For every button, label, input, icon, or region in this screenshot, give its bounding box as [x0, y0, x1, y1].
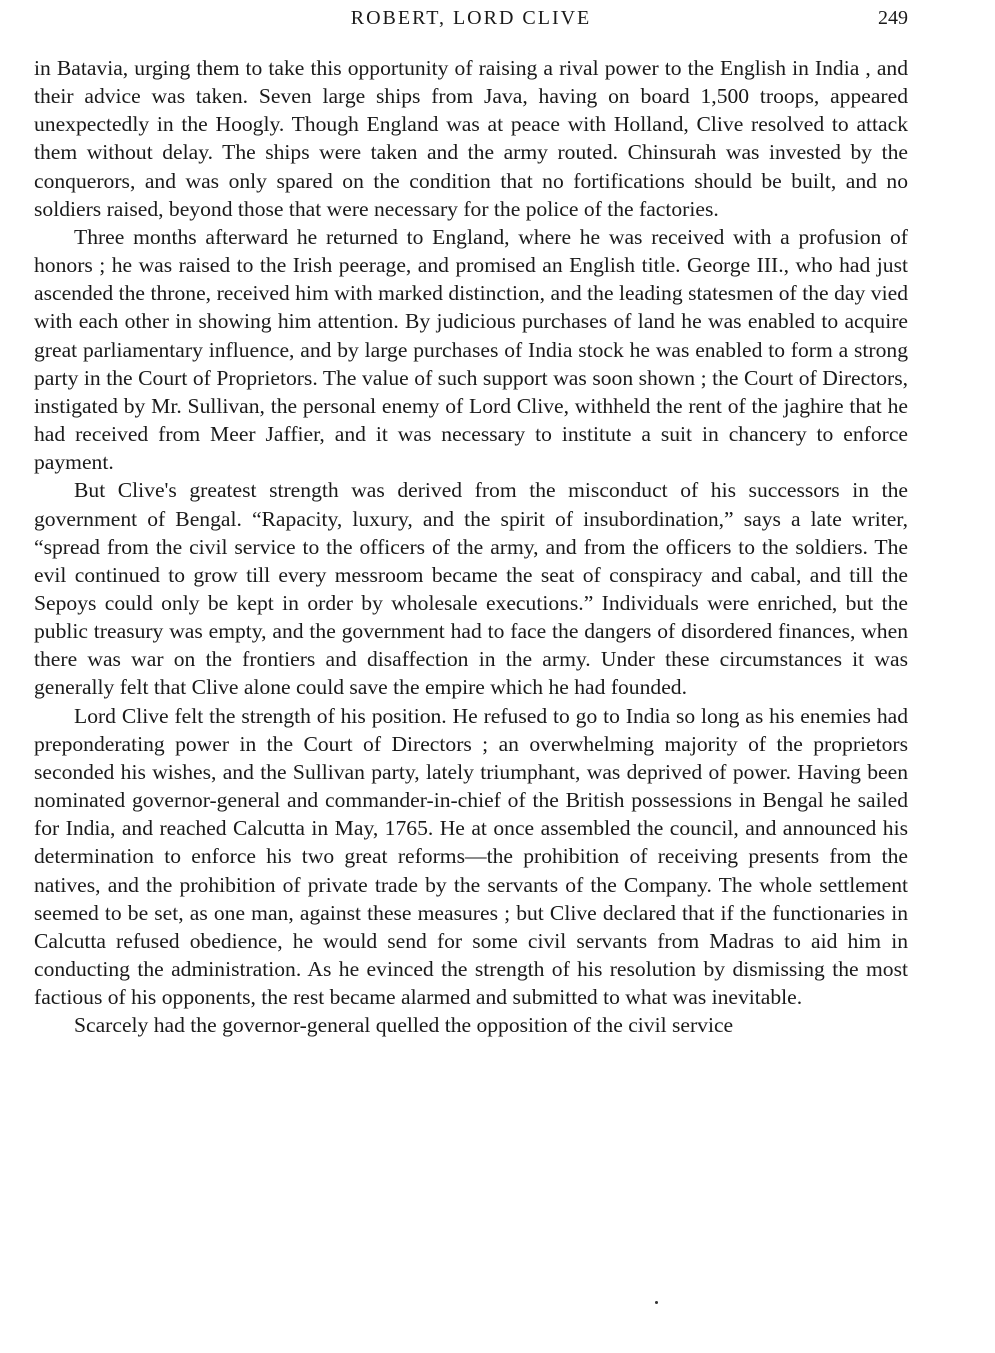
- page-number: 249: [878, 7, 908, 29]
- paragraph-governor-general: Scarcely had the governor-general quelled the opposition of the civil service: [74, 1013, 734, 1038]
- paragraph-clives-strength: But Clive's greatest strength was derived from the misconduct of his successors in the government of Bengal. “Rapacity, luxury, and the spirit of insubordination,” says a late writer, “spread from the civil service to the officers of the army, and from the officers to the soldiers. The evil continued to grow till every messroom became the seat of conspiracy and cabal, and till the Sepoys could only be kept in order by wholesale executions.” Individuals were enriched, but the public treasury was empty, and the government had to face the dangers of disordered finances, when there was war on the frontiers and disaffection in the army. Under these circumstances it was generally felt that Clive alone could save the empire which he had founded.: [34, 478, 908, 700]
- running-head: [34, 6, 908, 30]
- paragraph-return-to-england: Three months afterward he returned to England, where he was received with a profusion of honors ; he was raised to the Irish peerage, and promised an English title. George III., who had just ascended the throne, received him with marked distinction, and the leading statesmen of the day vied with each other in showing him attention. By judicious purchases of land he was enabled to acquire great parliamentary influence, and by large purchases of India stock he was enabled to form a strong party in the Court of Proprietors. The value of such support was soon shown ; the Court of Directors, instigated by Mr. Sullivan, the personal enemy of Lord Clive, withheld the rent of the jaghire that he had received from Meer Jaffier, and it was necessary to institute a suit in chancery to enforce payment.: [34, 224, 908, 475]
- running-title: ROBERT, LORD CLIVE: [350, 7, 592, 29]
- stray-ink-mark: [655, 1301, 658, 1304]
- paragraph-continued: in Batavia, urging them to take this opportunity of raising a rival power to the English in India , and their advice was taken. Seven large ships from Java, having on board 1,500 troops, appeared unexpectedly in the Hoogly. Though England was at peace with Holland, Clive resolved to attack them without delay. The ships were taken and the army routed. Chinsurah was invested by the conquerors, and was only spared on the condition that no fortifications should be built, and no soldiers raised, beyond those that were necessary for the police of the factories.: [34, 56, 908, 221]
- paragraph-lord-clive-position: Lord Clive felt the strength of his position. He refused to go to India so long as his enemies had preponderating power in the Court of Directors ; an overwhelming majority of the proprietors seconded his wishes, and the Sullivan party, lately triumphant, was deprived of power. Having been nominated governor-general and commander-in-chief of the British possessions in Bengal he sailed for India, and reached Calcutta in May, 1765. He at once assembled the council, and announced his determination to enforce his two great reforms—the prohibition of receiving presents from the natives, and the prohibition of private trade by the servants of the Company. The whole settlement seemed to be set, as one man, against these measures ; but Clive declared that if the functionaries in Calcutta refused obedience, he would send for some civil servants from Madras to aid him in conducting the administration. As he evinced the strength of his resolution by dismissing the most factious of his opponents, the rest became alarmed and submitted to what was inevitable.: [34, 703, 908, 1010]
- body-text: [34, 54, 908, 1039]
